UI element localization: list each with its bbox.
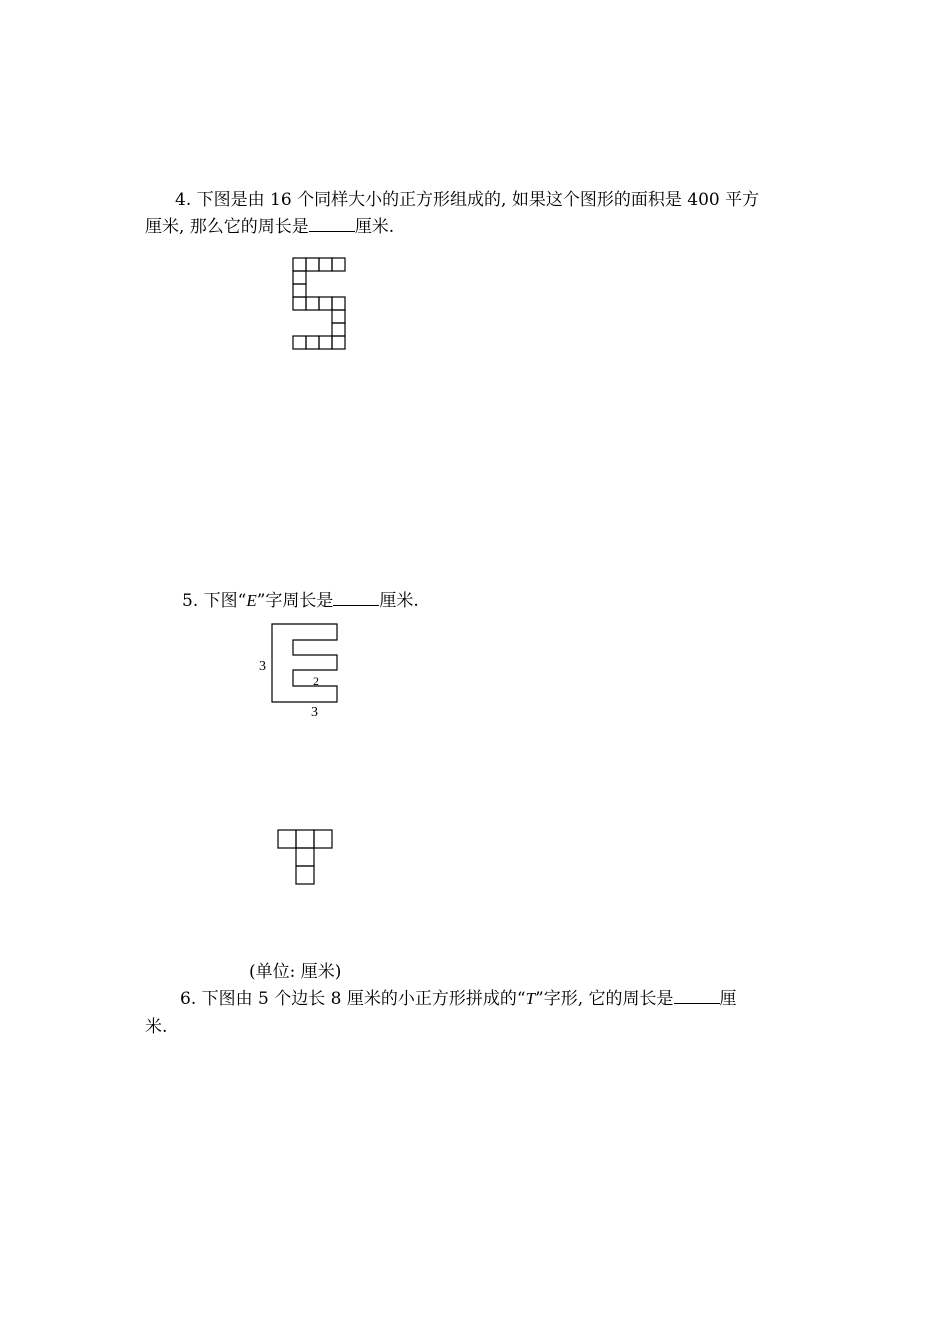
q4-text: 4. 下图是由 16 个同样大小的正方形组成的, 如果这个图形的面积是 400 平方 (175, 190, 760, 210)
unit-note-text: (单位: 厘米) (249, 962, 342, 982)
q4-answer-blank[interactable] (309, 215, 355, 232)
q5-label-bottom: 3 (311, 705, 318, 720)
q4-text-post: 厘米. (354, 217, 395, 237)
q6-text-pre: 6. 下图由 5 个边长 8 厘米的小正方形拼成的“ (180, 989, 526, 1009)
unit-note (249, 960, 341, 984)
q4-line-2 (145, 215, 394, 239)
q5-label-left: 3 (259, 659, 266, 674)
q5-e-figure (255, 620, 355, 720)
q5-text-mid: ”字周长是 (256, 591, 334, 611)
q4-s-figure (292, 257, 352, 357)
q5-text-pre: 5. 下图“ (182, 591, 247, 611)
q6-letter: T (525, 989, 536, 1008)
q6-answer-blank[interactable] (674, 987, 720, 1004)
q6-text-mid: ”字形, 它的周长是 (535, 989, 674, 1009)
q5-text-post: 厘米. (379, 591, 419, 611)
q5-line (182, 589, 419, 613)
q5-label-inner: 2 (313, 674, 319, 688)
q4-text-pre: 厘米, 那么它的周长是 (145, 217, 309, 237)
q6-text-line2: 米. (145, 1017, 168, 1037)
q5-answer-blank[interactable] (333, 589, 379, 606)
q4-line-1 (175, 188, 759, 212)
q5-letter: E (246, 591, 257, 610)
q6-t-figure (277, 829, 337, 889)
q6-line-2 (145, 1015, 167, 1039)
q6-line-1 (180, 987, 737, 1011)
q6-text-post: 厘 (719, 989, 737, 1009)
